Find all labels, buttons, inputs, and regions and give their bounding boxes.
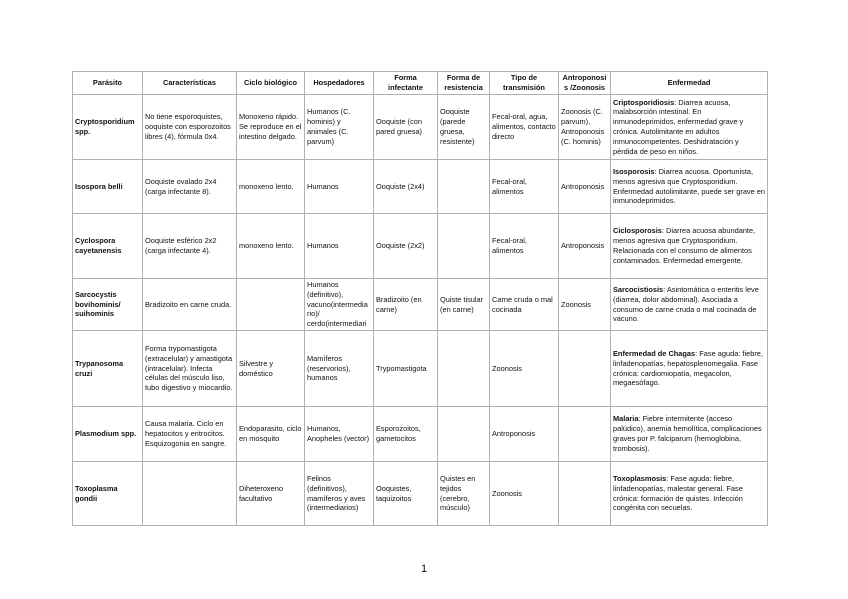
cell-cycle: [237, 279, 305, 331]
table-row: [73, 95, 768, 160]
disease-description: : Diarrea acuosa, malabsorción intestinal. En inmunodeprimidos, enfermedad grave y crónica. Autolimitante en adultos inmunocompetentes. Deshidratación y pérdida de peso en niños.: [613, 97, 744, 156]
cell-features: Ooquiste esférico 2x2 (carga infectante 4).: [143, 214, 237, 279]
cell-cycle: Monoxeno rápido. Se reproduce en el intestino delgado.: [237, 95, 305, 160]
cell-disease: [611, 160, 768, 214]
cell-features: Causa malaria. Ciclo en hepatocitos y eritrocitos. Esquizogonia en sangre.: [143, 407, 237, 462]
cell-hosts: Humanos (C. hominis) y animales (C. parvum): [305, 95, 374, 160]
cell-resistance-form: [438, 407, 490, 462]
disease-description: : Fiebre intermitente (acceso palúdico), anemia hemolítica, complicaciones graves por P. falciparum (hemoglobina, trombosis).: [613, 414, 762, 453]
cell-parasite: Plasmodium spp.: [73, 407, 143, 462]
disease-name: Enfermedad de Chagas: [613, 348, 696, 358]
cell-infective-form: Ooquiste (con pared gruesa): [374, 95, 438, 160]
header-parasite: Parásito: [73, 72, 143, 95]
disease-name: Criptosporidiosis: [613, 97, 675, 107]
cell-hosts: Humanos, Anopheles (vector): [305, 407, 374, 462]
cell-transmission: Zoonosis: [490, 331, 559, 407]
cell-resistance-form: [438, 160, 490, 214]
header-cycle: Ciclo biológico: [237, 72, 305, 95]
cell-transmission: Zoonosis: [490, 462, 559, 526]
cell-hosts: Humanos: [305, 160, 374, 214]
header-resistance-form: Forma de resistencia: [438, 72, 490, 95]
cell-parasite: Toxoplasma gondii: [73, 462, 143, 526]
disease-description: : Diarrea acuosa abundante, menos agresiva que Cryptosporidium. Relacionada con el consumo de alimentos contaminados. Enfermedad emergente.: [613, 226, 756, 265]
cell-cycle: monoxeno lento.: [237, 160, 305, 214]
cell-transmission: Fecal-oral, alimentos: [490, 214, 559, 279]
header-zoonosis: Antroponosis /Zoonosis: [559, 72, 611, 95]
header-infective-form: Forma infectante: [374, 72, 438, 95]
disease-description: : Asintomática o enteritis leve (diarrea, dolor abdominal). Asociada a consumo de carne cruda o mal cocinada de vacuno.: [613, 284, 759, 324]
cell-infective-form: Bradizoito (en carne): [374, 279, 438, 331]
table-header-row: [73, 72, 768, 95]
disease-name: Ciclosporosis: [613, 226, 662, 236]
header-disease: Enfermedad: [611, 72, 768, 95]
cell-transmission: Carne cruda o mal cocinada: [490, 279, 559, 331]
header-transmission: Tipo de transmisión: [490, 72, 559, 95]
cell-infective-form: Ooquiste (2x4): [374, 160, 438, 214]
cell-infective-form: Ooquistes, taquizoitos: [374, 462, 438, 526]
cell-hosts: Humanos: [305, 214, 374, 279]
disease-name: Isosporosis: [613, 166, 655, 176]
cell-zoonosis: Zoonosis: [559, 279, 611, 331]
cell-resistance-form: Quistes en tejidos (cerebro, músculo): [438, 462, 490, 526]
cell-disease: [611, 279, 768, 331]
cell-features: [143, 462, 237, 526]
cell-zoonosis: Zoonosis (C. parvum), Antroponosis (C. hominis): [559, 95, 611, 160]
cell-zoonosis: Antroponosis: [559, 214, 611, 279]
table-row: [73, 279, 768, 331]
disease-description: : Fase aguda: fiebre, linfadenopatías, malestar general. Fase crónica: formación de quistes. Infección congénita con secuelas.: [613, 473, 743, 513]
cell-infective-form: Trypomastigota: [374, 331, 438, 407]
cell-resistance-form: Quiste tisular (en carne): [438, 279, 490, 331]
cell-features: Ooquiste ovalado 2x4 (carga infectante 8).: [143, 160, 237, 214]
table-row: [73, 462, 768, 526]
disease-name: Toxoplasmosis: [613, 473, 667, 483]
cell-hosts: Mamíferos (reservorios), humanos: [305, 331, 374, 407]
table-row: [73, 407, 768, 462]
cell-parasite: Cryptosporidium spp.: [73, 95, 143, 160]
cell-features: Bradizoito en carne cruda.: [143, 279, 237, 331]
cell-infective-form: Ooquiste (2x2): [374, 214, 438, 279]
cell-parasite: Cyclospora cayetanensis: [73, 214, 143, 279]
cell-zoonosis: [559, 407, 611, 462]
cell-cycle: Silvestre y doméstico: [237, 331, 305, 407]
cell-disease: [611, 407, 768, 462]
disease-description: : Fase aguda: fiebre, linfadenopatías, hepatosplenomegalia. Fase crónica: cardiomiopatía, megacolon, megaesófago.: [613, 348, 763, 388]
page-number: 1: [420, 563, 428, 575]
table-row: [73, 214, 768, 279]
cell-disease: [611, 95, 768, 160]
cell-disease: [611, 331, 768, 407]
cell-parasite: Trypanosoma cruzi: [73, 331, 143, 407]
cell-cycle: Diheteroxeno facultativo: [237, 462, 305, 526]
cell-resistance-form: [438, 214, 490, 279]
cell-zoonosis: [559, 462, 611, 526]
disease-name: Malaria: [613, 414, 639, 424]
cell-transmission: Fecal-oral, alimentos: [490, 160, 559, 214]
cell-resistance-form: Ooquiste (parede gruesa, resistente): [438, 95, 490, 160]
cell-zoonosis: Antroponosis: [559, 160, 611, 214]
cell-parasite: Sarcocystis bovihominis/ suihominis: [73, 279, 143, 331]
disease-name: Sarcocistiosis: [613, 284, 664, 294]
disease-description: : Diarrea acuosa. Oportunista, menos agresiva que Cryptosporidium. Enfermedad autolimitante, puede ser grave en inmunodeprimidos.: [613, 166, 766, 206]
cell-infective-form: Esporozoitos, gametocitos: [374, 407, 438, 462]
cell-disease: [611, 462, 768, 526]
cell-disease: [611, 214, 768, 279]
cell-cycle: Endoparasito, ciclo en mosquito: [237, 407, 305, 462]
table-row: [73, 160, 768, 214]
header-hosts: Hospedadores: [305, 72, 374, 95]
cell-resistance-form: [438, 331, 490, 407]
cell-transmission: Antroponosis: [490, 407, 559, 462]
cell-features: No tiene esporoquistes, ooquiste con esporozoitos libres (4), fórmula 0x4.: [143, 95, 237, 160]
cell-hosts: Felinos (definitivos), mamíferos y aves (intermediarios): [305, 462, 374, 526]
header-features: Características: [143, 72, 237, 95]
table-row: [73, 331, 768, 407]
cell-transmission: Fecal-oral, agua, alimentos, contacto directo: [490, 95, 559, 160]
parasite-table: [72, 71, 768, 526]
cell-hosts: Humanos (definitivo), vacuno(intermedia rio)/ cerdo(intermediari: [305, 279, 374, 331]
cell-cycle: monoxeno lento.: [237, 214, 305, 279]
cell-zoonosis: [559, 331, 611, 407]
cell-parasite: Isospora belli: [73, 160, 143, 214]
cell-features: Forma trypomastigota (extracelular) y amastigota (intracelular). Infecta células del músculo liso, tubo digestivo y miocardio.: [143, 331, 237, 407]
